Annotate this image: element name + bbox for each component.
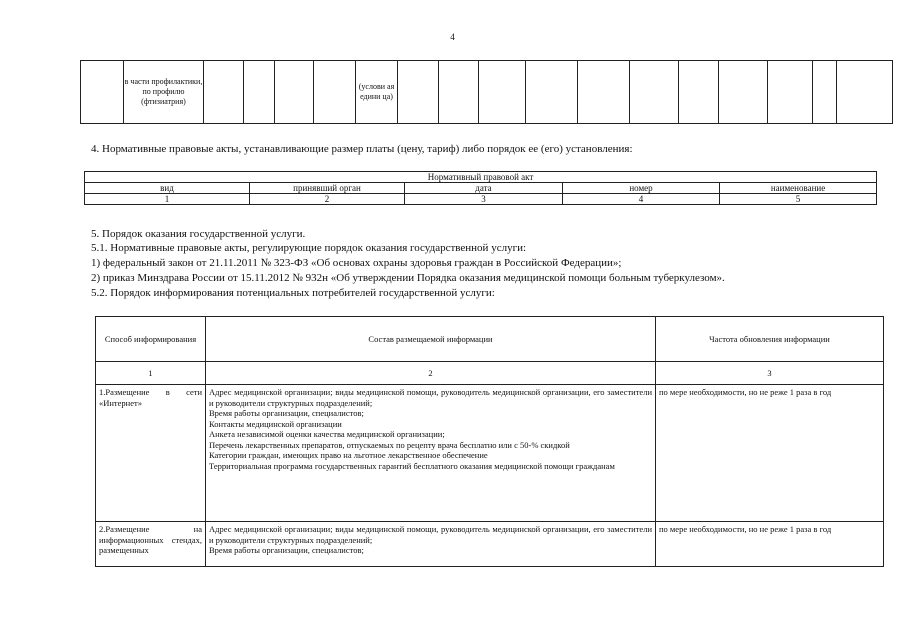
table-cell bbox=[578, 61, 630, 124]
table-cell-service-scope: в части профилактики, по профилю (фтизиатрия) bbox=[124, 61, 204, 124]
table-cell bbox=[398, 61, 439, 124]
table-cell bbox=[813, 61, 837, 124]
table-cell bbox=[275, 61, 314, 124]
info-item: Время работы организации, специалистов; bbox=[209, 545, 364, 555]
info-col-number: 2 bbox=[206, 362, 656, 385]
legal-act-item-1: 1) федеральный закон от 21.11.2011 № 323-ФЗ «Об основах охраны здоровья граждан в Российской Федерации»; bbox=[91, 257, 622, 269]
information-table bbox=[95, 316, 884, 567]
info-header-content: Состав размещаемой информации bbox=[206, 317, 656, 362]
info-item: Категории граждан, имеющих право на льготное лекарственное обеспечение bbox=[209, 450, 488, 460]
info-method: 2.Размещение на информационных стендах, размещенных bbox=[99, 524, 202, 555]
acts-col-title: наименование bbox=[720, 183, 877, 194]
info-col-number: 1 bbox=[96, 362, 206, 385]
table-cell bbox=[679, 61, 719, 124]
table-row bbox=[96, 522, 884, 567]
section-5-2-title: 5.2. Порядок информирования потенциальных потребителей государственной услуги: bbox=[91, 287, 495, 299]
info-header-method: Способ информирования bbox=[96, 317, 206, 362]
info-frequency: по мере необходимости, но не реже 1 раза в год bbox=[656, 522, 884, 567]
acts-col-number: номер bbox=[563, 183, 720, 194]
table-cell bbox=[81, 61, 124, 124]
table-cell bbox=[768, 61, 813, 124]
table-cell bbox=[244, 61, 275, 124]
acts-num: 1 bbox=[85, 194, 250, 205]
info-item: Контакты медицинской организации bbox=[209, 418, 342, 429]
table-cell bbox=[630, 61, 679, 124]
acts-num: 2 bbox=[250, 194, 405, 205]
info-item: Анкета независимой оценки качества медицинской организации; bbox=[209, 429, 445, 439]
section-5-1-title: 5.1. Нормативные правовые акты, регулирующие порядок оказания государственной услуги: bbox=[91, 242, 527, 254]
page-number: 4 bbox=[450, 32, 455, 42]
acts-num: 3 bbox=[405, 194, 563, 205]
info-item: Адрес медицинской организации; виды медицинской помощи, руководитель медицинской организации, его заместители и руководители структурных подразделений; bbox=[209, 387, 652, 408]
table-cell-unit: (услови ая едини ца) bbox=[356, 61, 398, 124]
acts-col-type: вид bbox=[85, 183, 250, 194]
info-item: Время работы организации, специалистов; bbox=[209, 408, 364, 418]
section-4-title: 4. Нормативные правовые акты, устанавливающие размер платы (цену, тариф) либо порядок ее (его) установления: bbox=[91, 143, 633, 155]
table-cell bbox=[526, 61, 578, 124]
acts-num: 5 bbox=[720, 194, 877, 205]
legal-acts-table bbox=[84, 171, 877, 205]
info-item: Адрес медицинской организации; виды медицинской помощи, руководитель медицинской организации, его заместители и руководители структурных подразделений; bbox=[209, 524, 652, 545]
table-cell bbox=[837, 61, 893, 124]
info-frequency: по мере необходимости, но не реже 1 раза в год bbox=[656, 385, 884, 522]
acts-table-header: Нормативный правовой акт bbox=[85, 172, 877, 183]
info-col-number: 3 bbox=[656, 362, 884, 385]
table-cell bbox=[314, 61, 356, 124]
table-cell bbox=[439, 61, 479, 124]
acts-num: 4 bbox=[563, 194, 720, 205]
info-item: Перечень лекарственных препаратов, отпускаемых по рецепту врача бесплатно или с 50-% скидкой bbox=[209, 439, 570, 450]
legal-act-item-2: 2) приказ Минздрава России от 15.11.2012 № 932н «Об утверждении Порядка оказания медицинской помощи больным туберкулезом». bbox=[91, 272, 725, 284]
info-header-frequency: Частота обновления информации bbox=[656, 317, 884, 362]
table-cell bbox=[479, 61, 526, 124]
acts-col-date: дата bbox=[405, 183, 563, 194]
info-item: Территориальная программа государственных гарантий бесплатного оказания медицинской помощи гражданам bbox=[209, 460, 615, 471]
table-cell bbox=[204, 61, 244, 124]
info-method: 1.Размещение в сети «Интернет» bbox=[99, 387, 202, 408]
table-cell bbox=[719, 61, 768, 124]
acts-col-authority: принявший орган bbox=[250, 183, 405, 194]
table-row bbox=[96, 385, 884, 522]
section-5-title: 5. Порядок оказания государственной услуги. bbox=[91, 228, 306, 240]
indicators-table-fragment bbox=[80, 60, 893, 124]
